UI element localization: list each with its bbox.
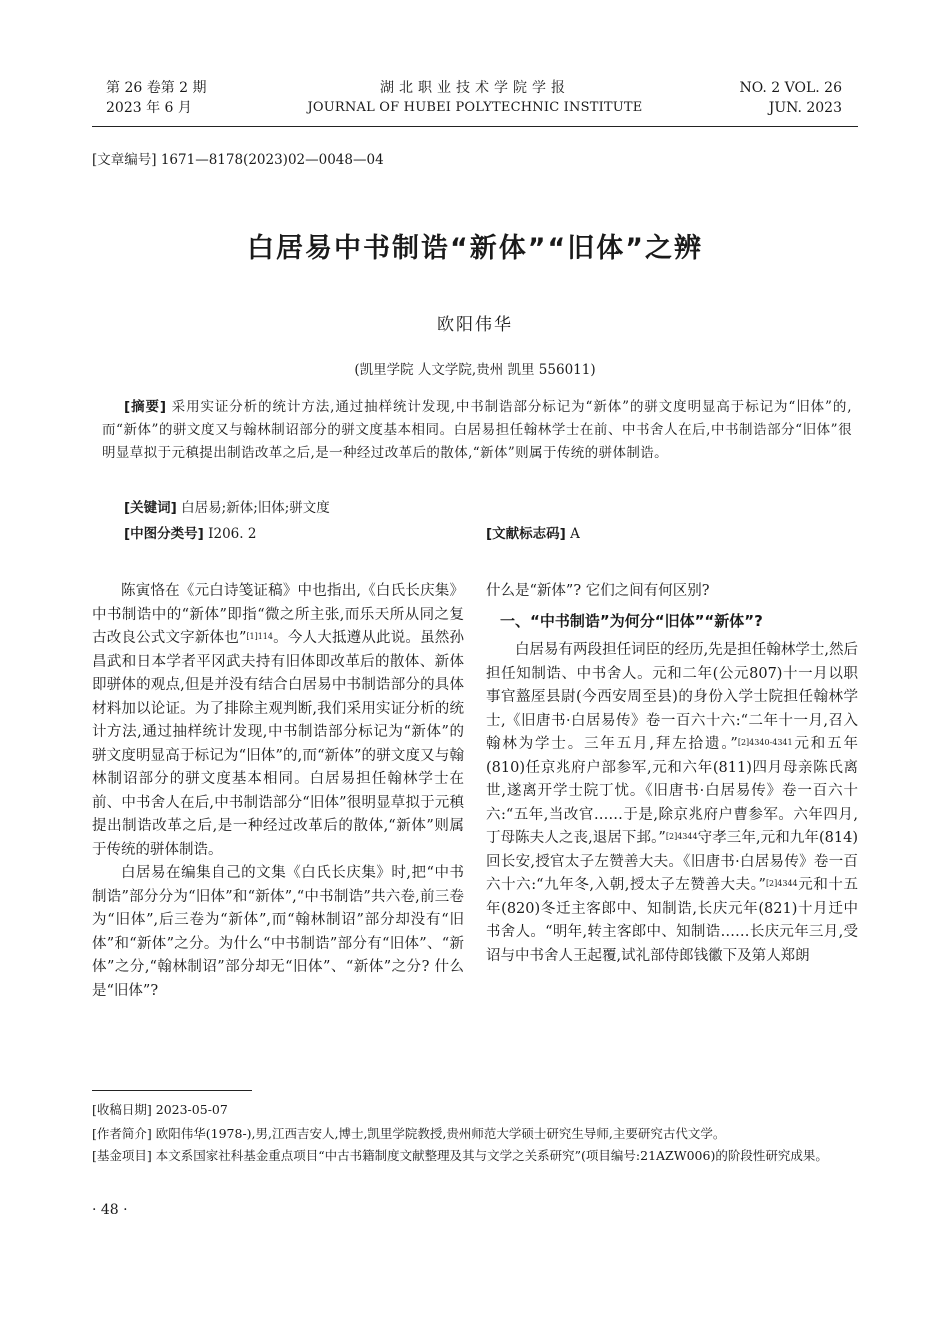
author-affiliation: (凯里学院 人文学院,贵州 凯里 556011)	[354, 362, 596, 378]
header-left	[106, 78, 207, 118]
footnote-received	[92, 1100, 858, 1120]
keywords	[124, 496, 330, 516]
citation: [2]4340-4341	[737, 738, 793, 747]
fund-label: [基金项目]	[92, 1148, 152, 1163]
paragraph-text: 白居易有两段担任词臣的经历,先是担任翰林学士,然后担任知制诰、中书舍人。元和二年(公元807)十一月以职事官盩厔县尉(今西安周至县)的身份入学士院担任翰林学士,《旧唐书·白居易传》卷一百六十六:“二年十一月,召入翰林为学士。三年五月,拜左拾遗。”	[486, 642, 858, 752]
keywords-label: [关键词]	[124, 500, 177, 516]
paragraph-text: 陈寅恪在《元白诗笺证稿》中也指出,《白氏长庆集》中书制诰中的“新体”即指“微之所主张,而乐天所从同之复古改良公式文字新体也”	[92, 583, 464, 646]
paragraph-text: 。今人大抵遵从此说。虽然孙昌武和日本学者平冈武夫持有旧体即改革后的散体、新体即骈体的观点,但是并没有结合白居易中书制诰部分的具体材料加以论证。为了排除主观判断,我们采用实证分析的统计方法,通过抽样统计发现,中书制诰部分标记为“新体”的骈文度明显高于标记为“旧体”的,而“新体”的骈文度又与翰林制诏部分的骈文度基本相同。白居易担任翰林学士在前、中书舍人在后,中书制诰部分“旧体”很明显草拟于元稹提出制诰改革之后,是一种经过改革后的散体,“新体”则属于传统的骈体制诰。	[92, 630, 464, 858]
footnote-divider	[92, 1090, 252, 1091]
received-date: 2023-05-07	[155, 1102, 228, 1117]
clc-number	[124, 522, 256, 542]
paragraph-text: 元和五年(810)任京兆府户部参军,元和六年(811)四月母亲陈氏离世,遂离开学士院丁忧。《旧唐书·白居易传》卷一百六十六:“五年,当改官……于是,除京兆府户曹参军。六年四月,丁母陈夫人之丧,退居下邽。”	[486, 736, 858, 846]
header-right	[739, 78, 842, 118]
issue-label-en: NO. 2 VOL. 26	[739, 80, 842, 96]
doc-code-value: A	[570, 526, 580, 542]
abstract-label: [摘要]	[124, 399, 167, 415]
footnote-fund	[92, 1146, 858, 1166]
author-name: 欧阳伟华	[437, 315, 513, 335]
date-label-en: JUN. 2023	[768, 100, 842, 116]
paragraph: 白居易在编集自己的文集《白氏长庆集》时,把“中书制诰”部分分为“旧体”和“新体”,“中书制诰”共六卷,前三卷为“旧体”,后三卷为“新体”,而“翰林制诏”部分却没有“旧体”和“新体”之分。为什么“中书制诰”部分有“旧体”、“新体”之分,“翰林制诏”部分却无“旧体”、“新体”之分? 什么是“旧体”?	[92, 865, 464, 999]
document-code	[486, 522, 580, 542]
clc-value: I206. 2	[208, 526, 257, 542]
paragraph	[486, 639, 858, 968]
header-center	[300, 78, 650, 118]
body-column-right	[486, 580, 858, 968]
received-label: [收稿日期]	[92, 1102, 152, 1117]
paragraph: 什么是“新体”? 它们之间有何区别?	[486, 583, 710, 599]
citation: [2]4344	[765, 879, 798, 888]
clc-label: [中图分类号]	[124, 526, 204, 542]
issue-label: 第 26 卷第 2 期	[106, 80, 207, 96]
paragraph-text: 守孝三年,元和九年(814)回长安,授官太子左赞善大夫。《旧唐书·白居易传》卷一百六十六:“九年冬,入朝,授太子左赞善大夫。”	[486, 830, 858, 893]
author-bio: 欧阳伟华(1978-),男,江西吉安人,博士,凯里学院教授,贵州师范大学硕士研究生导师,主要研究古代文学。	[155, 1126, 726, 1141]
paragraph-text: 元和十五年(820)冬迁主客郎中、知制诰,长庆元年(821)十月迁中书舍人。“明年,转主客郎中、知制诰……长庆元年三月,受诏与中书舍人王起覆,试礼部侍郎钱徽下及第人郑朗	[486, 877, 858, 964]
doc-code-label: [文献标志码]	[486, 526, 566, 542]
body-column-left	[92, 580, 464, 1003]
citation: [1]114	[246, 632, 273, 641]
date-label: 2023 年 6 月	[106, 100, 192, 116]
section-heading: 一、“中书制诰”为何分“旧体”“新体”?	[500, 611, 763, 630]
author-bio-label: [作者简介]	[92, 1126, 152, 1141]
paragraph	[92, 580, 464, 862]
keywords-text: 白居易;新体;旧体;骈文度	[181, 500, 330, 516]
journal-title-cn: 湖北职业技术学院学报	[380, 80, 570, 96]
header-divider	[92, 126, 858, 127]
article-number	[92, 148, 384, 168]
paper-title: 白居易中书制诰“新体”“旧体”之辨	[247, 233, 703, 264]
journal-title-en: JOURNAL OF HUBEI POLYTECHNIC INSTITUTE	[307, 100, 643, 115]
citation: [2]4344	[665, 832, 698, 841]
abstract	[102, 396, 852, 465]
page-number: · 48 ·	[92, 1202, 128, 1218]
fund-text: 本文系国家社科基金重点项目“中古书籍制度文献整理及其与文学之关系研究”(项目编号:21AZW006)的阶段性研究成果。	[155, 1148, 828, 1163]
article-number-value: 1671—8178(2023)02—0048—04	[160, 152, 384, 168]
article-number-label: [文章编号]	[92, 152, 157, 168]
abstract-text: 采用实证分析的统计方法,通过抽样统计发现,中书制诰部分标记为“新体”的骈文度明显高于标记为“旧体”的,而“新体”的骈文度又与翰林制诏部分的骈文度基本相同。白居易担任翰林学士在前、中书舍人在后,中书制诰部分“旧体”很明显草拟于元稹提出制诰改革之后,是一种经过改革后的散体,“新体”则属于传统的骈体制诰。	[102, 399, 852, 461]
footnote-author	[92, 1124, 858, 1144]
